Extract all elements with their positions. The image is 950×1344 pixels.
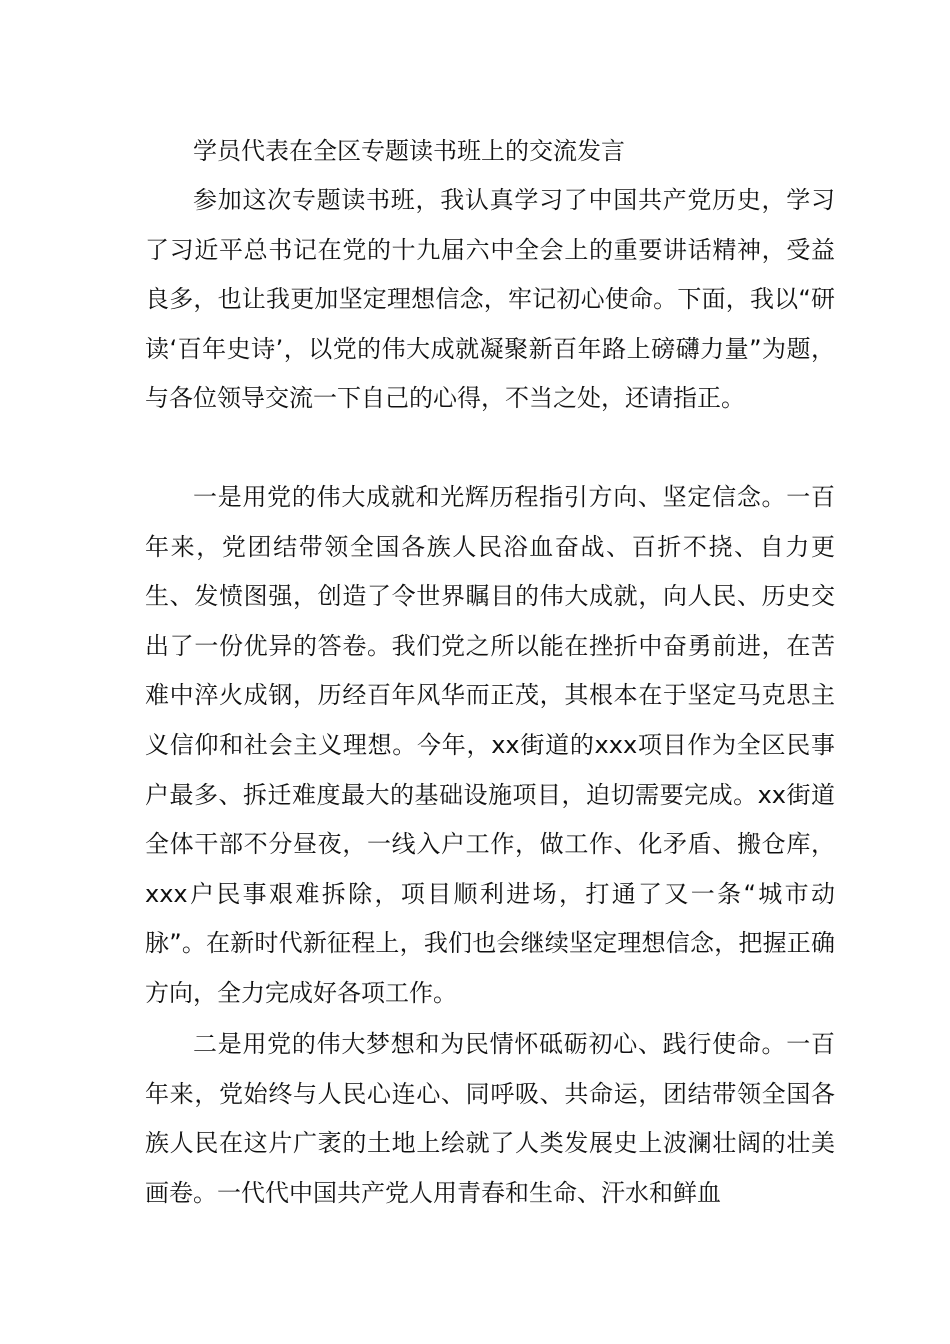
document-title: 学员代表在全区专题读书班上的交流发言: [193, 137, 625, 165]
paragraph-intro: 参加这次专题读书班，我认真学习了中国共产党历史，学习了习近平总书记在党的十九届六中全会上的重要讲话精神，受益良多，也让我更加坚定理想信念，牢记初心使命。下面，我以“研读‘百年史诗’，以党的伟大成就凝聚新百年路上磅礴力量”为题，与各位领导交流一下自己的心得，不当之处，还请指正。: [145, 186, 835, 413]
paragraph-point-two: 二是用党的伟大梦想和为民情怀砥砺初心、践行使命。一百年来，党始终与人民心连心、同呼吸、共命运，团结带领全国各族人民在这片广袤的土地上绘就了人类发展史上波澜壮阔的壮美画卷。一代代中国共产党人用青春和生命、汗水和鲜血: [145, 1030, 835, 1207]
paragraph-point-one: 一是用党的伟大成就和光辉历程指引方向、坚定信念。一百年来，党团结带领全国各族人民浴血奋战、百折不挠、自力更生、发愤图强，创造了令世界瞩目的伟大成就，向人民、历史交出了一份优异的答卷。我们党之所以能在挫折中奋勇前进，在苦难中淬火成钢，历经百年风华而正茂，其根本在于坚定马克思主义信仰和社会主义理想。今年，xx街道的xxx项目作为全区民事户最多、拆迁难度最大的基础设施项目，迫切需要完成。xx街道全体干部不分昼夜，一线入户工作，做工作、化矛盾、搬仓库，xxx户民事艰难拆除，项目顺利进场，打通了又一条“城市动脉”。在新时代新征程上，我们也会继续坚定理想信念，把握正确方向，全力完成好各项工作。: [145, 483, 835, 1007]
